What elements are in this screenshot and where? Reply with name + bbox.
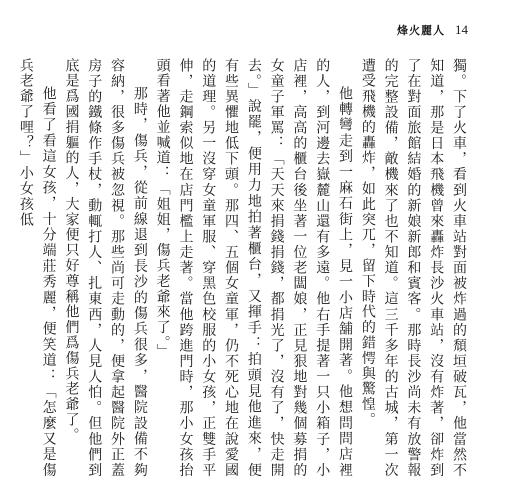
paragraph-4: 他看了看這女孩，十分端莊秀麗，便笑道：「怎麼又是傷兵老爺了哩？」小女孩低 [17,58,57,478]
page-number: 14 [455,22,468,37]
running-title: 烽火麗人 [397,24,445,37]
paragraph-3: 那時，傷兵，從前線退到長沙的傷兵很多，醫院設備不夠容納，很多傷兵被忽視。那些尚可走動的，便拿起醫院外正蓋房子的鐵條作手杖，動輒打人、扎東西，人見人怕。但他們到底是爲國捐軀的人，大家便只好尊稱他們爲傷兵老爺了。 [63,58,148,478]
page-header [397,22,468,38]
vertical-text-block [17,58,470,478]
paragraph-2: 他轉彎走到一麻石街上，見一小店舖開著。他想問問店裡的人，到河邊去嶽麓山還有多遠。他右手提著一只小箱子，小店裡，高高的櫃台後坐著一位老闆娘，正見狠地對幾個募捐的女童子軍罵：「天天來捐錢捐錢，都捐光了，沒有了，快走開去。」說罷，便用力地拍著櫃台，又揮手：拍頭見他進來，便有些異懼地低下頭。那四、五個女童軍，仍不死心地在說愛國的道理。另一沒穿女童軍服、穿黑色校服的小女孩，正雙手平伸，走鋼索似地在店門檻上走著。當他跨進門時，那小女孩抬頭看著他並喊道：「姐姐，傷兵老爺來了。」 [154,58,354,478]
paragraph-1: 獨。下了火車，看到火車站對面被炸過的頹垣破瓦，他當然不知道，那是日本飛機曾來轟炸長沙火車站，沒有炸著，卻炸到了在對面旅館結婚的新娘新郎和賓客。那時長沙尚未有放警報的完整設備，敵機來了也不知道。這三千多年的古城，第一次遭受飛機的轟炸，如此突兀，留下時代的錯愕與驚惶。 [359,58,467,478]
